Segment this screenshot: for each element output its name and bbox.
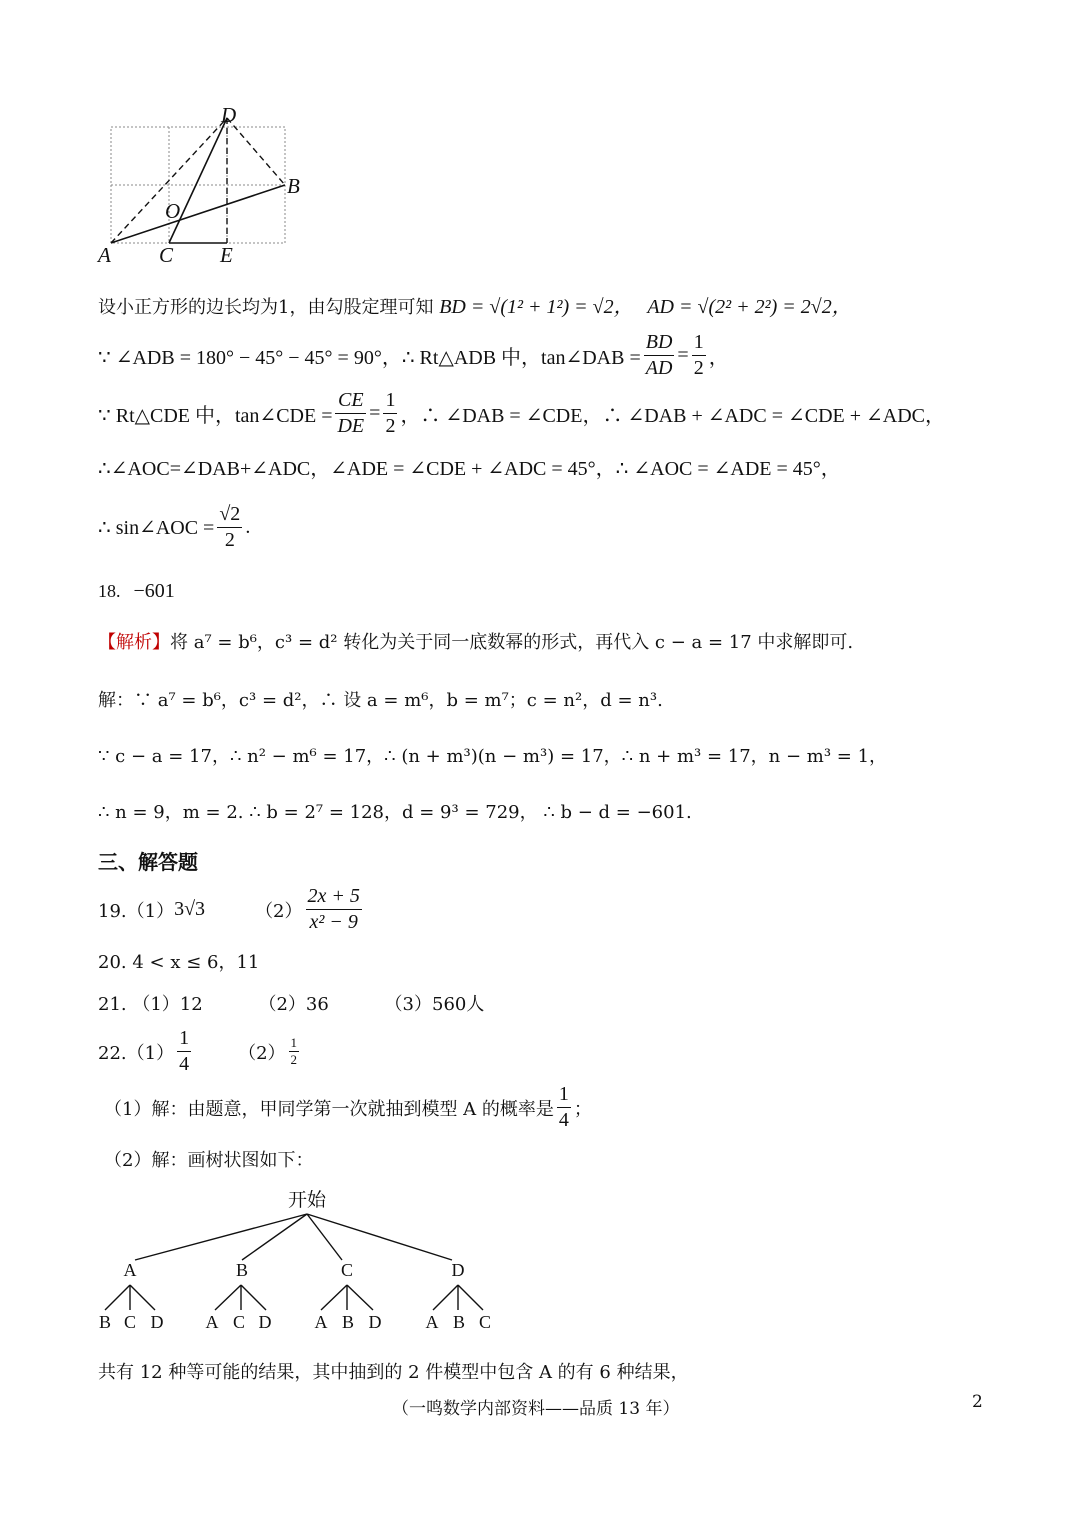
fraction-denominator: AD (645, 357, 673, 379)
q21-answer (98, 990, 484, 1016)
page-number: 2 (972, 1392, 983, 1412)
q18-solution-1: 解：∵ a⁷ = b⁶，c³ = d²，∴ 设 a = m⁶，b = m⁷；c = n²，d = n³. (98, 690, 663, 711)
bd-equation: BD = √(1² + 1²) = √2， (439, 296, 634, 318)
fraction-one-half (289, 1035, 300, 1069)
fraction-denominator: 2 (290, 1052, 298, 1067)
fraction-one-half (692, 330, 706, 381)
answer-part1: 3√3 (174, 898, 206, 920)
branch-b-d (241, 1285, 266, 1310)
fraction-denominator: 2 (224, 529, 235, 551)
ad-equation: AD = √(2² + 2²) = 2√2， (647, 296, 852, 318)
fraction-numerator: 2x + 5 (306, 884, 362, 910)
fraction-one-half (383, 388, 397, 439)
fraction-answer-part2 (306, 884, 362, 935)
q22-solution-1 (104, 1082, 592, 1133)
tan-dab-text: ∵ ∠ADB = 180° − 45° − 45° = 90°，∴ Rt△ADB 中，tan∠DAB = (98, 347, 641, 369)
fraction-numerator: CE (335, 388, 366, 414)
tree-root-label: 开始 (287, 1190, 327, 1211)
tree-node-b: B (235, 1260, 249, 1280)
fraction-denominator: 2 (385, 415, 396, 437)
fraction-numerator: BD (644, 330, 675, 356)
answer-part3: （3）560人 (384, 994, 485, 1015)
answer-part1: 21. （1）12 (98, 994, 203, 1015)
q18-solution-3: ∴ n = 9，m = 2. ∴ b = 2⁷ = 128，d = 9³ = 729， ∴ b − d = −601. (98, 802, 692, 823)
fraction-denominator: 4 (558, 1109, 569, 1131)
answer-part2: （2）36 (258, 994, 329, 1015)
q20-answer: 20. 4 < x ≤ 6，11 (98, 952, 260, 973)
fraction-numerator: 1 (383, 388, 397, 414)
punctuation: . (245, 516, 251, 538)
tree-leaf: D (368, 1312, 382, 1332)
fraction-numerator: 1 (289, 1035, 300, 1052)
line-tan-dab: ∵ ∠ADB = 180° − 45° − 45° = 90°，∴ Rt△ADB 中，tan∠DAB = $\frac{BD}{AD}$ = $\frac{1}{2}$ ， (98, 331, 729, 379)
tree-leaf: A (425, 1312, 439, 1332)
fraction-one-quarter (557, 1082, 571, 1133)
fraction-numerator: √2 (217, 502, 242, 528)
label-b: B (287, 174, 300, 198)
tree-node-a: A (123, 1260, 137, 1280)
fraction-bd-ad (644, 330, 675, 381)
tree-leaf: B (98, 1312, 112, 1332)
fraction-denominator: 4 (179, 1053, 190, 1075)
branch-c-d (347, 1285, 373, 1310)
branch-c-a (321, 1285, 347, 1310)
pythagoras-intro: 设小正方形的边长均为1，由勾股定理可知 (98, 297, 434, 318)
branch-root-a (135, 1214, 307, 1260)
tan-cde-text: ∵ Rt△CDE 中，tan∠CDE = (98, 405, 333, 427)
tree-leaf: A (314, 1312, 328, 1332)
fraction-denominator: DE (337, 415, 365, 437)
segment-cd (169, 118, 227, 243)
tree-diagram (90, 1180, 510, 1340)
footer-text: （一鸣数学内部资料——品质 13 年） (392, 1399, 680, 1419)
tree-node-c: C (340, 1260, 354, 1280)
punctuation: ， (708, 347, 729, 369)
label-c: C (159, 243, 174, 267)
q18-solution-2: ∵ c − a = 17，∴ n² − m⁶ = 17，∴ (n + m³)(n − m³) = 17，∴ n + m³ = 17，n − m³ = 1， (98, 746, 888, 767)
line-sin-aoc (98, 502, 250, 553)
line-angle-aoc: ∴∠AOC=∠DAB+∠ADC，∠ADE = ∠CDE + ∠ADC = 45°，∴ ∠AOC = ∠ADE = 45°， (98, 458, 841, 480)
branch-d-a (433, 1285, 458, 1310)
fraction-ce-de (335, 388, 366, 439)
fraction-denominator: 2 (693, 357, 704, 379)
fraction-one-quarter (177, 1026, 191, 1077)
conclusion-text: 共有 12 种等可能的结果，其中抽到的 2 件模型中包含 A 的有 6 种结果， (98, 1362, 689, 1383)
tree-leaf: C (123, 1312, 137, 1332)
tree-node-d: D (451, 1260, 465, 1280)
q19-answer (98, 884, 365, 935)
part-label: （2） (238, 1042, 286, 1064)
label-e: E (220, 243, 233, 267)
tree-leaf: C (478, 1312, 492, 1332)
fraction-numerator: 1 (557, 1082, 571, 1108)
branch-root-b (242, 1214, 307, 1260)
q18-answer (98, 580, 175, 603)
analysis-tag: 【解析】 (98, 632, 170, 653)
section-heading: 三、解答题 (98, 850, 198, 874)
fraction-numerator: 1 (177, 1026, 191, 1052)
label-o: O (165, 199, 181, 223)
q18-analysis (98, 628, 853, 654)
question-number: 22.（1） (98, 1042, 175, 1064)
branch-root-d (307, 1214, 452, 1260)
branch-a-d (130, 1285, 155, 1310)
answer-value: −601 (133, 580, 175, 602)
segment-ab (111, 185, 285, 243)
branch-root-c (307, 1214, 342, 1260)
label-d: D (221, 103, 237, 127)
question-number: 19.（1） (98, 900, 175, 922)
paragraph-pythagoras (98, 290, 852, 319)
angle-equality-text: ，∴ ∠DAB = ∠CDE，∴ ∠DAB + ∠ADC = ∠CDE + ∠ADC， (400, 405, 946, 427)
tree-leaf: A (205, 1312, 219, 1332)
line-tan-cde: ∵ Rt△CDE 中，tan∠CDE = $\frac{CE}{DE}$ = $\frac{1}{2}$ ，∴ ∠DAB = ∠CDE，∴ ∠DAB + ∠ADC = ∠CDE + ∠ADC， (98, 389, 946, 437)
sin-aoc-text: ∴ sin∠AOC = (98, 517, 215, 539)
solution-text: （1）解：由题意，甲同学第一次就抽到模型 A 的概率是 (104, 1098, 554, 1120)
q22-answer (98, 1026, 302, 1077)
fraction-numerator: 1 (692, 330, 706, 356)
analysis-text: 将 a⁷ = b⁶，c³ = d² 转化为关于同一底数幂的形式，再代入 c − a = 17 中求解即可. (170, 632, 854, 653)
tree-leaf: D (258, 1312, 272, 1332)
question-number: 18. (98, 581, 121, 601)
tree-leaf: B (341, 1312, 355, 1332)
q22-solution-2: （2）解：画树状图如下： (104, 1150, 314, 1171)
branch-a-b (105, 1285, 130, 1310)
fraction-denominator: x² − 9 (309, 911, 358, 933)
label-a: A (98, 243, 111, 267)
geometry-figure (95, 100, 320, 270)
grid (111, 127, 285, 243)
fraction-root2-over-2 (217, 502, 242, 553)
tree-leaf: D (150, 1312, 164, 1332)
branch-d-c (458, 1285, 483, 1310)
tree-leaf: C (232, 1312, 246, 1332)
branch-b-a (215, 1285, 241, 1310)
punctuation: ； (573, 1098, 592, 1120)
tree-leaf: B (452, 1312, 466, 1332)
segment-db (227, 118, 285, 185)
part-label: （2） (255, 900, 303, 922)
